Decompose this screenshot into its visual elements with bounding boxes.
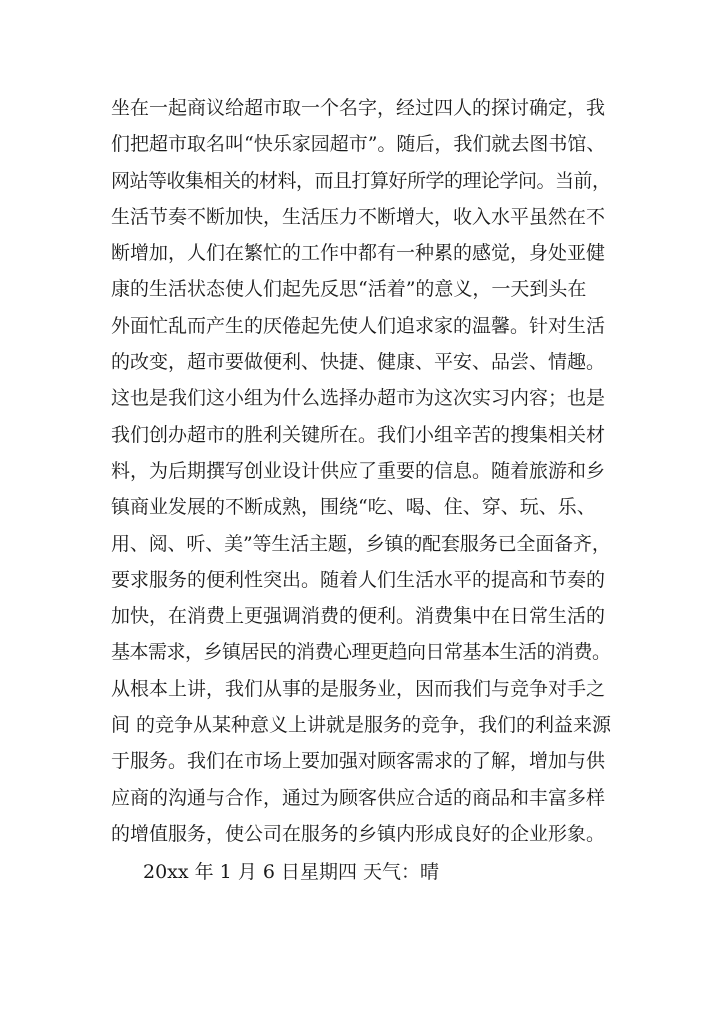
text-line: 从根本上讲，我们从事的是服务业，因而我们与竞争对手之 [111,677,606,700]
text-line: 应商的沟通与合作，通过为顾客供应合适的商品和丰富多样 [111,786,606,809]
date-weather-line: 20xx 年 1 月 6 日星期四 天气：晴 [143,861,440,883]
text-line: 于服务。我们在市场上要加强对顾客需求的了解，增加与供 [111,750,606,773]
text-line: 康的生活状态使人们起先反思“活着”的意义，一天到头在 [111,278,587,301]
text-line: 的增值服务，使公司在服务的乡镇内形成良好的企业形象。 [111,822,606,845]
text-line: 间 的竞争从某种意义上讲就是服务的竞争，我们的利益来源 [111,714,612,737]
text-line: 们把超市取名叫“快乐家园超市”。随后，我们就去图书馆、 [111,133,606,156]
text-line: 料，为后期撰写创业设计供应了重要的信息。随着旅游和乡 [111,459,606,482]
text-line: 网站等收集相关的材料，而且打算好所学的理论学问。当前， [111,169,611,192]
text-line: 坐在一起商议给超市取一个名字，经过四人的探讨确定，我 [111,97,606,119]
text-line: 用、阅、听、美”等生活主题，乡镇的配套服务已全面备齐， [111,532,611,555]
text-line: 镇商业发展的不断成熟，围绕“吃、喝、住、穿、玩、乐、 [111,496,596,519]
text-line: 断增加，人们在繁忙的工作中都有一种累的感觉，身处亚健 [111,242,606,265]
text-line: 我们创办超市的胜利关键所在。我们小组辛苦的搜集相关材 [111,423,606,446]
text-line: 的改变，超市要做便利、快捷、健康、平安、品尝、情趣。 [111,351,606,374]
text-line: 加快，在消费上更强调消费的便利。消费集中在日常生活的 [111,605,606,628]
text-line: 这也是我们这小组为什么选择办超市为这次实习内容；也是 [111,387,606,410]
text-line: 生活节奏不断加快，生活压力不断增大，收入水平虽然在不 [111,205,606,228]
text-line: 要求服务的便利性突出。随着人们生活水平的提高和节奏的 [111,568,606,591]
text-line: 基本需求，乡镇居民的消费心理更趋向日常基本生活的消费。 [111,641,611,664]
text-line: 外面忙乱而产生的厌倦起先使人们追求家的温馨。针对生活 [111,314,606,337]
body-paragraph [111,90,611,852]
